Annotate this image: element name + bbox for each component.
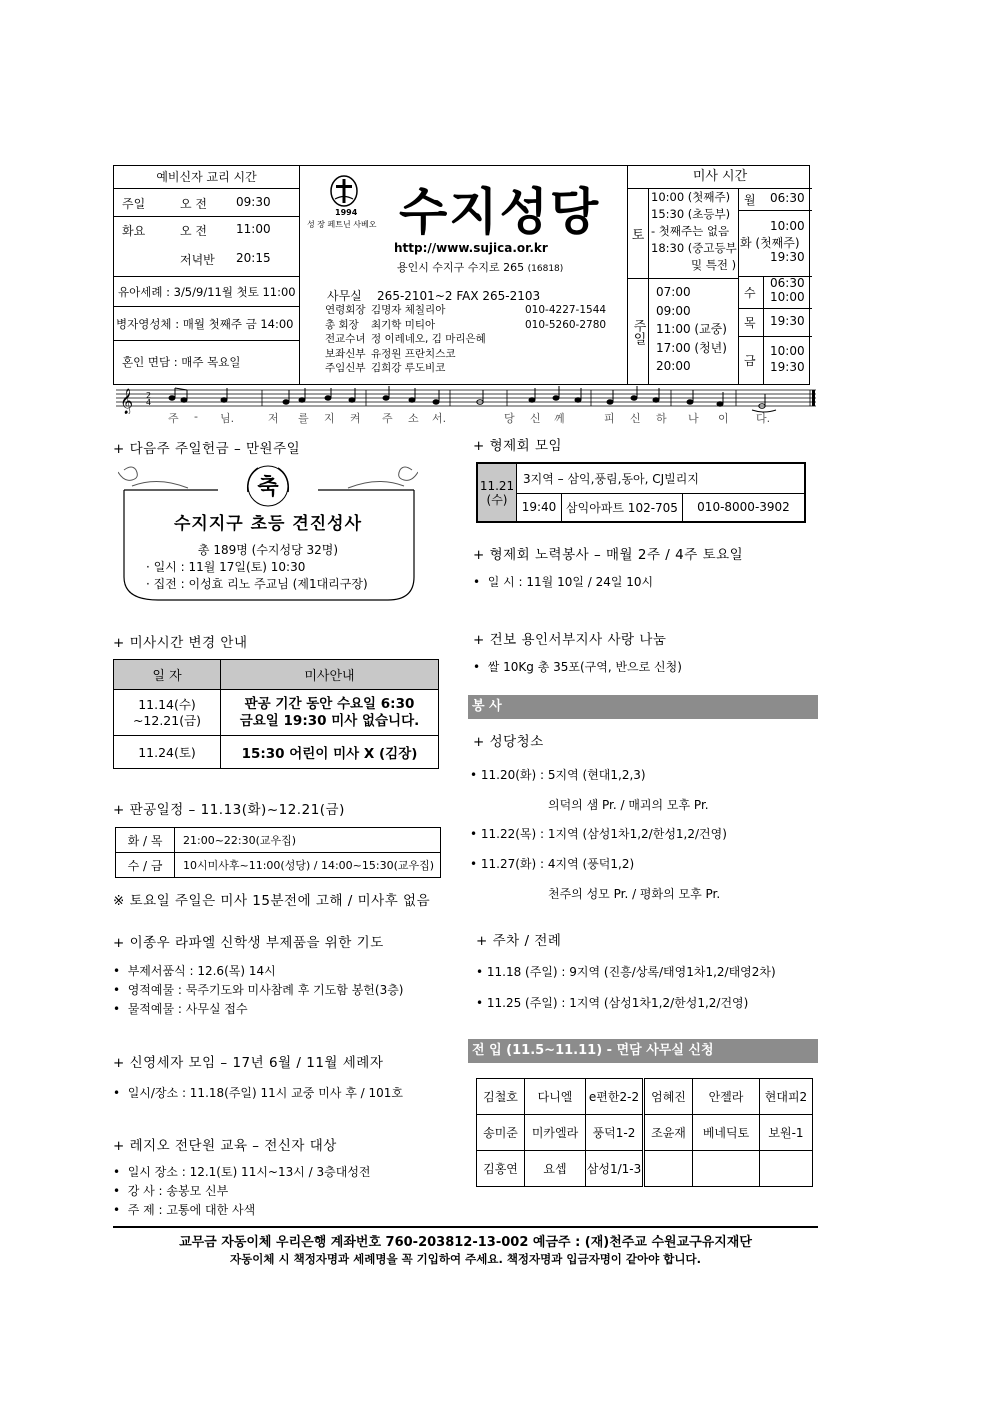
sat-time: 및 특전 ) bbox=[691, 258, 737, 272]
footer-account: 교무금 자동이체 우리은행 계좌번호 760-203812-13-002 예금주 : (재)천주교 수원교구유지재단 bbox=[179, 1235, 752, 1250]
cleaning-item: 의덕의 샘 Pr. / 매괴의 모후 Pr. bbox=[548, 798, 709, 812]
prayer-item-text: 영적예물 : 묵주기도와 미사참례 후 기도함 봉헌(3층) bbox=[127, 983, 404, 997]
transfer-cell: 송미준 bbox=[477, 1115, 525, 1151]
transfer-cell: 풍덕1-2 bbox=[586, 1115, 644, 1151]
contact-role: 전교수녀 bbox=[325, 333, 366, 345]
saturday-label: 토 bbox=[628, 188, 649, 278]
service-item-text: 일 시 : 11월 10일 / 24일 10시 bbox=[487, 575, 654, 589]
parish-name: 수지성당 bbox=[399, 183, 601, 241]
parking-heading: + 주차 / 전례 bbox=[476, 933, 562, 949]
prayer-item: • 부제서품식 : 12.6(목) 14시 bbox=[113, 964, 276, 978]
cleaning-item: 천주의 성모 Pr. / 평화의 모후 Pr. bbox=[548, 887, 721, 901]
prayer-heading: + 이종우 라파엘 신학생 부제품을 위한 기도 bbox=[113, 935, 384, 951]
music-staff bbox=[116, 384, 816, 426]
parking-item: • 11.18 (주일) : 9지역 (진흥/상록/태영1차1,2/태영2차) bbox=[476, 965, 776, 979]
transfer-cell: 엄혜진 bbox=[644, 1079, 693, 1115]
svg-text:2: 2 bbox=[146, 391, 152, 400]
health-item: • 쌀 10Kg 총 35포(구역, 반으로 신청) bbox=[473, 660, 682, 674]
cleaning-item: • 11.22(목) : 1지역 (삼성1차1,2/한성1,2/건영) bbox=[470, 827, 727, 841]
neophyte-heading: + 신영세자 모임 – 17년 6월 / 11월 세례자 bbox=[113, 1055, 384, 1071]
weekday-thu bbox=[738, 308, 812, 336]
prayer-item: • 물적예물 : 사무실 접수 bbox=[113, 1002, 248, 1016]
lyric-syllable: 님. bbox=[220, 412, 235, 425]
transfer-bar: 전 입 (11.5~11.11) - 면담 사무실 신청 bbox=[468, 1039, 818, 1063]
transfer-cell bbox=[760, 1151, 813, 1187]
svg-text:𝄞: 𝄞 bbox=[120, 389, 134, 414]
marriage-interview: 혼인 면담 : 매주 목요일 bbox=[122, 355, 241, 369]
service-heading: + 형제회 노력봉사 – 매월 2주 / 4주 토요일 bbox=[473, 547, 744, 563]
mass-times-title: 미사 시간 bbox=[692, 169, 748, 184]
mass-change-head-date: 일 자 bbox=[114, 660, 221, 690]
transfer-cell bbox=[644, 1151, 693, 1187]
sun-time: 20:00 bbox=[656, 359, 691, 373]
cleaning-heading: + 성당청소 bbox=[473, 734, 544, 750]
confirmation-title: 수지지구 초등 견진성사 bbox=[173, 514, 363, 534]
mass-change-table bbox=[113, 659, 439, 769]
weekday-time: 10:00 bbox=[770, 290, 805, 304]
catechism-panel bbox=[114, 166, 300, 384]
mass-change-date: 11.24(토) bbox=[114, 736, 221, 769]
weekday-label: 금 bbox=[744, 354, 756, 368]
address-text: 용인시 수지구 수지로 265 bbox=[397, 261, 525, 274]
parking-item: • 11.25 (주일) : 1지역 (삼성1차1,2/한성1,2/건영) bbox=[476, 996, 749, 1010]
sat-time: 10:00 (첫째주) bbox=[651, 190, 731, 204]
catechism-row-2-time: 11:00 bbox=[236, 222, 271, 236]
catechism-row-2-day: 화요 bbox=[122, 224, 146, 238]
legio-item: • 일시 장소 : 12.1(토) 11시~13시 / 3층대성전 bbox=[113, 1165, 371, 1179]
sun-time: 07:00 bbox=[656, 285, 691, 299]
confirmation-total: 총 189명 (수지성당 32명) bbox=[197, 543, 339, 557]
catechism-row-1-day: 주일 bbox=[122, 197, 146, 211]
weekday-wed bbox=[738, 276, 812, 310]
weekday-time: 19:30 bbox=[770, 314, 805, 328]
mass-change-info: 15:30 어린이 미사 X (김장) bbox=[221, 736, 439, 769]
brothers-area: 3지역 – 삼익,풍림,동아, CJ빌리지 bbox=[517, 463, 806, 493]
legio-item-text: 강 사 : 송봉모 신부 bbox=[127, 1184, 229, 1198]
contact-list bbox=[325, 303, 625, 376]
lyric-syllable: 신 bbox=[530, 412, 541, 425]
saturday-times bbox=[651, 189, 737, 274]
sat-time: 15:30 (초등부) bbox=[651, 207, 731, 221]
weekday-label: 수 bbox=[744, 286, 756, 300]
confirmation-celebrant: · 집전 : 이성효 리노 주교님 (제1대리구장) bbox=[146, 577, 368, 591]
bongsa-bar: 봉 사 bbox=[468, 695, 818, 719]
parish-address bbox=[397, 259, 563, 275]
parish-url[interactable]: http://www.sujica.or.kr bbox=[394, 241, 548, 255]
offering-heading: + 다음주 주일헌금 – 만원주일 bbox=[113, 441, 301, 457]
lyric-syllable: - bbox=[194, 410, 198, 423]
lyric-syllable: 이 bbox=[718, 412, 729, 425]
contact-name: 유정원 프란치스코 bbox=[371, 347, 456, 360]
lyric-syllable: 하 bbox=[656, 412, 667, 425]
confession-heading: + 판공일정 – 11.13(화)~12.21(금) bbox=[113, 802, 345, 818]
brothers-place: 삼익아파트 102-705 bbox=[562, 493, 683, 522]
lyric-syllable: 다. bbox=[756, 412, 771, 425]
contact-phone: 010-4227-1544 bbox=[525, 304, 607, 316]
neophyte-item: • 일시/장소 : 11.18(주일) 11시 교중 미사 후 / 101호 bbox=[113, 1086, 403, 1100]
weekday-time: 06:30 bbox=[770, 276, 805, 290]
lyric-syllable: 를 bbox=[298, 412, 309, 425]
health-item-text: 쌀 10Kg 총 35포(구역, 반으로 신청) bbox=[487, 660, 682, 674]
weekday-label: 월 bbox=[744, 193, 756, 207]
lyric-syllable: 신 bbox=[630, 412, 641, 425]
contact-row bbox=[325, 361, 625, 376]
catechism-row-2-ampm: 오 전 bbox=[180, 224, 207, 238]
lyric-syllable: 지 bbox=[324, 412, 335, 425]
confession-days: 화 / 목 bbox=[116, 828, 175, 853]
footer-divider bbox=[113, 1226, 818, 1228]
brothers-table bbox=[476, 462, 806, 523]
transfer-cell: 안젤라 bbox=[693, 1079, 760, 1115]
sun-time: 11:00 (교중) bbox=[656, 322, 727, 336]
weekday-time: 06:30 bbox=[770, 191, 805, 205]
lyric-syllable: 나 bbox=[688, 412, 699, 425]
contact-name: 김희강 루도비코 bbox=[371, 362, 446, 374]
transfer-cell: 김철호 bbox=[477, 1079, 525, 1115]
lyric-syllable: 소 bbox=[408, 412, 419, 425]
sun-time: 17:00 (청년) bbox=[656, 340, 727, 355]
legio-item-text: 주 제 : 고통에 대한 사색 bbox=[127, 1203, 256, 1217]
mass-times bbox=[627, 166, 812, 384]
mass-change-heading: + 미사시간 변경 안내 bbox=[113, 635, 248, 651]
catechism-row-1-time: 09:30 bbox=[236, 195, 271, 209]
weekday-mon bbox=[738, 188, 812, 210]
brothers-date: 11.21 (수) bbox=[477, 463, 517, 522]
mass-change-info: 판공 기간 동안 수요일 6:30 금요일 19:30 미사 없습니다. bbox=[221, 690, 439, 736]
parish-logo-icon bbox=[329, 174, 359, 208]
weekday-time: 19:30 bbox=[770, 250, 805, 264]
confession-info: 10시미사후~11:00(성당) / 14:00~15:30(교우집) bbox=[175, 853, 441, 878]
weekday-tue bbox=[738, 210, 812, 276]
confession-info: 21:00~22:30(교우집) bbox=[175, 828, 441, 853]
contact-role: 주임신부 bbox=[325, 362, 366, 374]
contact-name: 최기학 미티아 bbox=[371, 318, 436, 331]
prayer-item-text: 물적예물 : 사무실 접수 bbox=[127, 1002, 248, 1016]
svg-text:4: 4 bbox=[146, 398, 152, 407]
transfer-cell: 미카엘라 bbox=[525, 1115, 586, 1151]
weekday-label: 화 (첫째주) bbox=[740, 236, 800, 250]
sat-time: 18:30 (중고등부 bbox=[651, 241, 737, 255]
confirmation-card bbox=[118, 462, 418, 602]
transfer-cell: e편한2-2 bbox=[586, 1079, 644, 1115]
mass-change-head-info: 미사안내 bbox=[221, 660, 439, 690]
header-box bbox=[113, 165, 810, 385]
lyrics-row bbox=[116, 410, 816, 424]
logo-caption: 성 장 페트닌 사베오 bbox=[307, 220, 377, 229]
contact-role: 보좌신부 bbox=[325, 347, 366, 360]
contact-phone: 010-5260-2780 bbox=[525, 318, 607, 331]
sat-time: - 첫째주는 없음 bbox=[651, 224, 730, 238]
contact-row bbox=[325, 332, 625, 347]
catechism-row-1-ampm: 오 전 bbox=[180, 197, 207, 211]
neophyte-item-text: 일시/장소 : 11.18(주일) 11시 교중 미사 후 / 101호 bbox=[127, 1086, 403, 1100]
legio-item: • 강 사 : 송봉모 신부 bbox=[113, 1184, 229, 1198]
transfer-cell: 현대피2 bbox=[760, 1079, 813, 1115]
contact-name: 김명자 체칠리아 bbox=[371, 304, 446, 316]
contact-row bbox=[325, 318, 625, 333]
lyric-syllable: 께 bbox=[554, 412, 565, 425]
weekday-label: 목 bbox=[744, 316, 756, 330]
prayer-item-text: 부제서품식 : 12.6(목) 14시 bbox=[127, 964, 276, 978]
contact-role: 연령회장 bbox=[325, 304, 366, 316]
zip-code: (16818) bbox=[527, 264, 564, 274]
cleaning-item: • 11.20(화) : 5지역 (현대1,2,3) bbox=[470, 768, 646, 782]
sunday-label: 주일 bbox=[628, 278, 649, 385]
contact-name: 265-2101~2 FAX 265-2103 bbox=[377, 289, 541, 303]
lyric-syllable: 당 bbox=[504, 412, 515, 425]
confession-table bbox=[115, 827, 441, 878]
confession-note: ※ 토요일 주일은 미사 15분전에 고해 / 미사후 없음 bbox=[113, 893, 431, 909]
weekday-time: 10:00 bbox=[770, 344, 805, 358]
health-heading: + 건보 용인서부지사 사랑 나눔 bbox=[473, 632, 667, 648]
transfer-cell: 삼성1/1-3 bbox=[586, 1151, 644, 1187]
brothers-phone: 010-8000-3902 bbox=[683, 493, 806, 522]
catechism-title: 예비신자 교리 시간 bbox=[156, 170, 257, 184]
catechism-row-3-time: 20:15 bbox=[236, 251, 271, 265]
transfer-table bbox=[476, 1078, 813, 1187]
sun-time: 09:00 bbox=[656, 303, 691, 318]
confession-days: 수 / 금 bbox=[116, 853, 175, 878]
legio-item-text: 일시 장소 : 12.1(토) 11시~13시 / 3층대성전 bbox=[127, 1165, 371, 1179]
infant-baptism: 유아세례 : 3/5/9/11월 첫토 11:00 bbox=[118, 285, 296, 299]
parish-info bbox=[299, 166, 627, 384]
contact-row bbox=[325, 347, 625, 362]
brothers-time: 19:40 bbox=[517, 493, 562, 522]
prayer-item: • 영적예물 : 묵주기도와 미사참례 후 기도함 봉헌(3층) bbox=[113, 983, 404, 997]
catechism-row-3-ampm: 저녁반 bbox=[180, 253, 215, 267]
lyric-syllable: 피 bbox=[604, 412, 615, 425]
weekday-time: 10:00 bbox=[770, 219, 805, 233]
contact-role: 총 회장 bbox=[325, 318, 359, 331]
confirmation-date: · 일시 : 11월 17일(토) 10:30 bbox=[146, 560, 306, 574]
legio-heading: + 레지오 전단원 교육 – 전신자 대상 bbox=[113, 1138, 337, 1154]
lyric-syllable: 저 bbox=[268, 412, 279, 425]
transfer-cell: 김홍연 bbox=[477, 1151, 525, 1187]
contact-role: 사무실 bbox=[327, 289, 362, 303]
transfer-cell: 요셉 bbox=[525, 1151, 586, 1187]
office-row bbox=[327, 287, 540, 304]
lyric-syllable: 주 bbox=[168, 412, 179, 425]
weekday-fri bbox=[738, 336, 812, 384]
brothers-heading: + 형제회 모임 bbox=[473, 438, 563, 454]
transfer-cell: 베네딕토 bbox=[693, 1115, 760, 1151]
transfer-cell: 조윤재 bbox=[644, 1115, 693, 1151]
cleaning-item: • 11.27(화) : 4지역 (풍덕1,2) bbox=[470, 857, 635, 871]
weekday-time: 19:30 bbox=[770, 360, 805, 374]
transfer-cell: 보원-1 bbox=[760, 1115, 813, 1151]
transfer-cell: 다니엘 bbox=[525, 1079, 586, 1115]
sunday-times bbox=[656, 283, 727, 376]
confirm-badge: 축 bbox=[257, 475, 279, 500]
lyric-syllable: 주 bbox=[382, 412, 393, 425]
sick-communion: 병자영성체 : 매월 첫째주 금 14:00 bbox=[116, 317, 294, 331]
lyric-syllable: 켜 bbox=[350, 412, 361, 425]
legio-item: • 주 제 : 고통에 대한 사색 bbox=[113, 1203, 256, 1217]
logo-year: 1994 bbox=[335, 208, 358, 217]
transfer-cell bbox=[693, 1151, 760, 1187]
mass-change-date: 11.14(수) ~12.21(금) bbox=[114, 690, 221, 736]
lyric-syllable: 서. bbox=[432, 412, 447, 425]
footer-note: 자동이체 시 책정자명과 세례명을 꼭 기입하여 주세요. 책정자명과 입금자명이 같아야 합니다. bbox=[230, 1252, 701, 1266]
contact-name: 정 이레네오, 김 마리은혜 bbox=[371, 333, 486, 345]
service-item: • 일 시 : 11월 10일 / 24일 10시 bbox=[473, 575, 654, 589]
contact-row bbox=[325, 303, 625, 318]
